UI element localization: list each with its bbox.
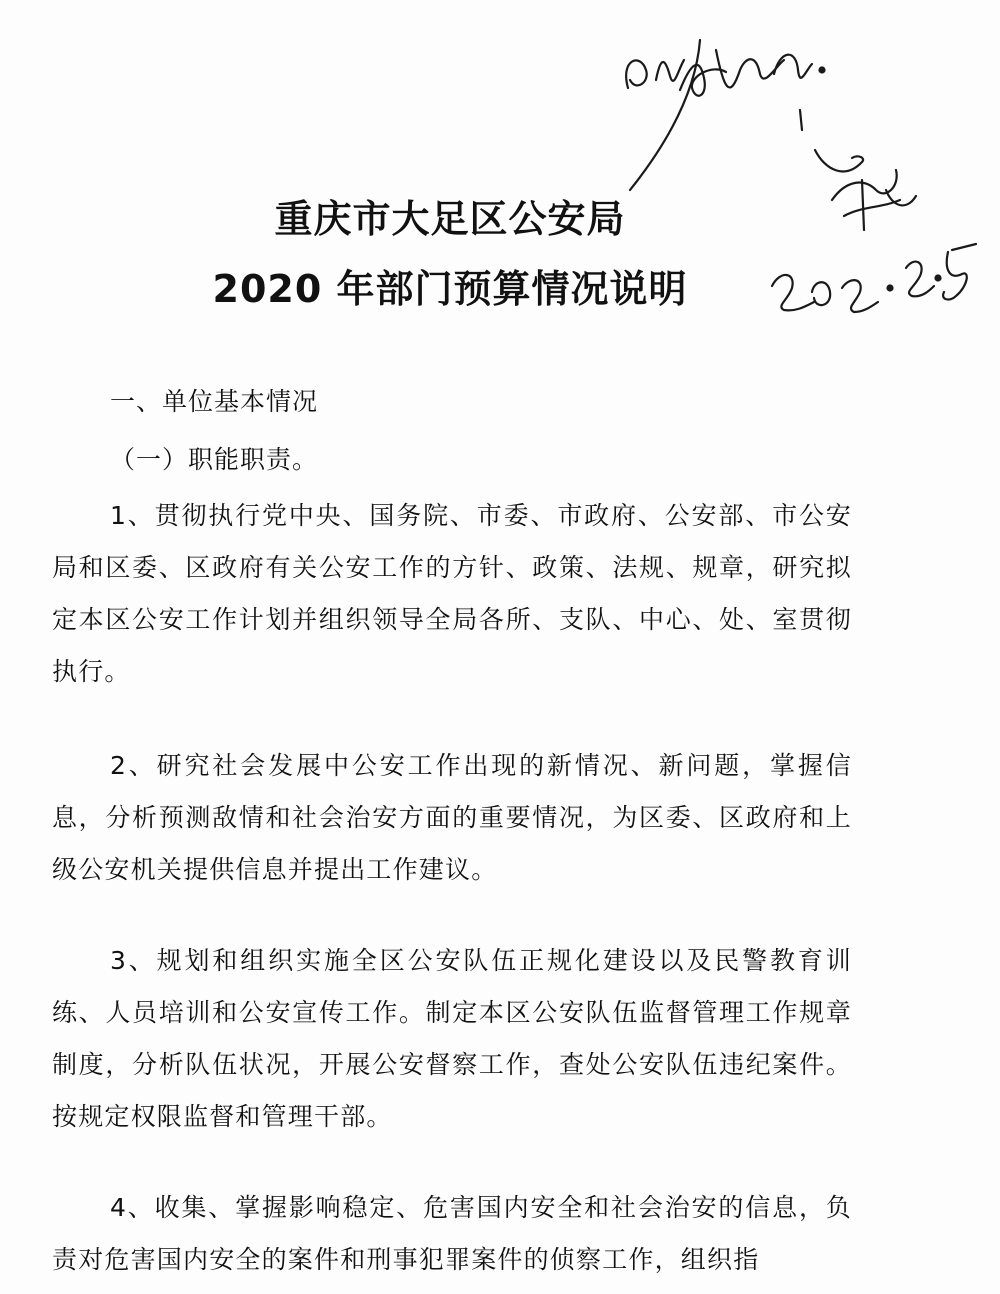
paragraph-2: 2、研究社会发展中公安工作出现的新情况、新问题，掌握信息，分析预测敌情和社会治安方面的重要情况，为区委、区政府和上级公安机关提供信息并提出工作建议。 [52, 751, 852, 884]
document-title-line1: 重庆市大足区公安局 [274, 197, 626, 241]
document-title-line2: 2020 年部门预算情况说明 [212, 267, 688, 311]
paragraph-1: 1、贯彻执行党中央、国务院、市委、市政府、公安部、市公安局和区委、区政府有关公安工作的方针、政策、法规、规章，研究拟定本区公安工作计划并组织领导全局各所、支队、中心、处、室贯彻执行。 [52, 501, 852, 686]
paragraph-3: 3、规划和组织实施全区公安队伍正规化建设以及民警教育训练、人员培训和公安宣传工作。制定本区公安队伍监督管理工作规章制度，分析队伍状况，开展公安督察工作，查处公安队伍违纪案件。按规定权限监督和管理干部。 [52, 946, 852, 1131]
subsection-heading: （一）职能职责。 [110, 445, 319, 474]
paragraph-4: 4、收集、掌握影响稳定、危害国内安全和社会治安的信息，负责对危害国内安全的案件和刑事犯罪案件的侦察工作，组织指 [52, 1193, 852, 1274]
section-heading: 一、单位基本情况 [110, 387, 319, 416]
